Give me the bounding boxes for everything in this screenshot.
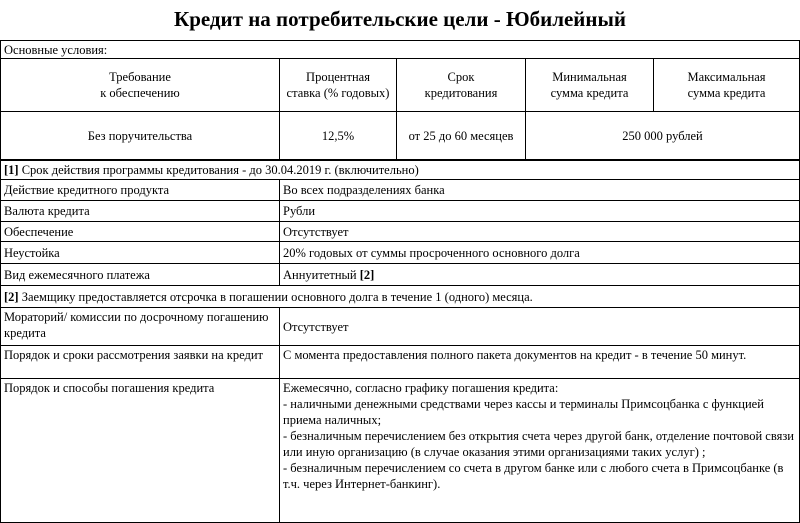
document-title: Кредит на потребительские цели - Юбилейный (173, 7, 627, 31)
row-moratorium (1, 308, 800, 346)
currency-label: Валюта кредита (1, 201, 280, 222)
payment-value (280, 264, 800, 286)
note2-row (1, 286, 800, 308)
penalty-label: Неустойка (1, 242, 280, 264)
repayment-label: Порядок и способы погашения кредита (1, 379, 280, 523)
conditions-caption: Основные условия: (1, 41, 800, 59)
repayment-line: - безналичным перечислением со счета в другом банке или с любого счета в Примсоцбанке (в т.ч. через Интернет-банкинг). (283, 461, 784, 491)
details-table (0, 160, 800, 523)
note1-marker: [1] (4, 163, 19, 177)
value-term: от 25 до 60 месяцев (397, 112, 526, 160)
row-penalty (1, 242, 800, 264)
value-amount: 250 000 рублей (526, 112, 800, 160)
header-term: Срок кредитования (397, 59, 526, 112)
header-rate: Процентная ставка (% годовых) (280, 59, 397, 112)
penalty-value: 20% годовых от суммы просроченного основного долга (280, 242, 800, 264)
row-review (1, 346, 800, 379)
value-security: Без поручительства (1, 112, 280, 160)
note2 (1, 286, 800, 308)
moratorium-label: Мораторий/ комиссии по досрочному погашению кредита (1, 308, 280, 346)
note1-text: Срок действия программы кредитования - до 30.04.2019 г. (включительно) (18, 163, 419, 177)
review-value: С момента предоставления полного пакета документов на кредит - в течение 50 минут. (280, 346, 800, 379)
header-security: Требование к обеспечению (1, 59, 280, 112)
row-repayment (1, 379, 800, 523)
payment-label: Вид ежемесячного платежа (1, 264, 280, 286)
payment-type: Аннуитетный (283, 267, 357, 282)
collateral-label: Обеспечение (1, 222, 280, 242)
collateral-value: Отсутствует (280, 222, 800, 242)
row-action (1, 180, 800, 201)
currency-value: Рубли (280, 201, 800, 222)
repayment-line: - безналичным перечислением без открытия счета через другой банк, отделение почтовой связи или иную организацию (в случае оказания этими организациями таких услуг) ; (283, 429, 794, 459)
note2-text: Заемщику предоставляется отсрочка в погашении основного долга в течение 1 (одного) месяца. (18, 289, 533, 304)
action-value: Во всех подразделениях банка (280, 180, 800, 201)
note2-marker: [2] (4, 289, 19, 304)
row-currency (1, 201, 800, 222)
conditions-caption-row (1, 41, 800, 59)
note1-row (1, 161, 800, 180)
note1 (1, 161, 800, 180)
review-label: Порядок и сроки рассмотрения заявки на кредит (1, 346, 280, 379)
action-label: Действие кредитного продукта (1, 180, 280, 201)
row-collateral (1, 222, 800, 242)
values-row (1, 112, 800, 160)
payment-marker: [2] (359, 267, 375, 282)
header-max-amount: Максимальная сумма кредита (654, 59, 800, 112)
header-row (1, 59, 800, 112)
repayment-value (280, 379, 800, 523)
moratorium-value: Отсутствует (280, 308, 800, 346)
main-conditions-table (0, 40, 800, 160)
row-payment (1, 264, 800, 286)
repayment-line: Ежемесячно, согласно графику погашения кредита: (283, 381, 559, 395)
header-min-amount: Минимальная сумма кредита (526, 59, 654, 112)
repayment-line: - наличными денежными средствами через кассы и терминалы Примсоцбанка с функцией приема наличных; (283, 397, 764, 427)
value-rate: 12,5% (280, 112, 397, 160)
